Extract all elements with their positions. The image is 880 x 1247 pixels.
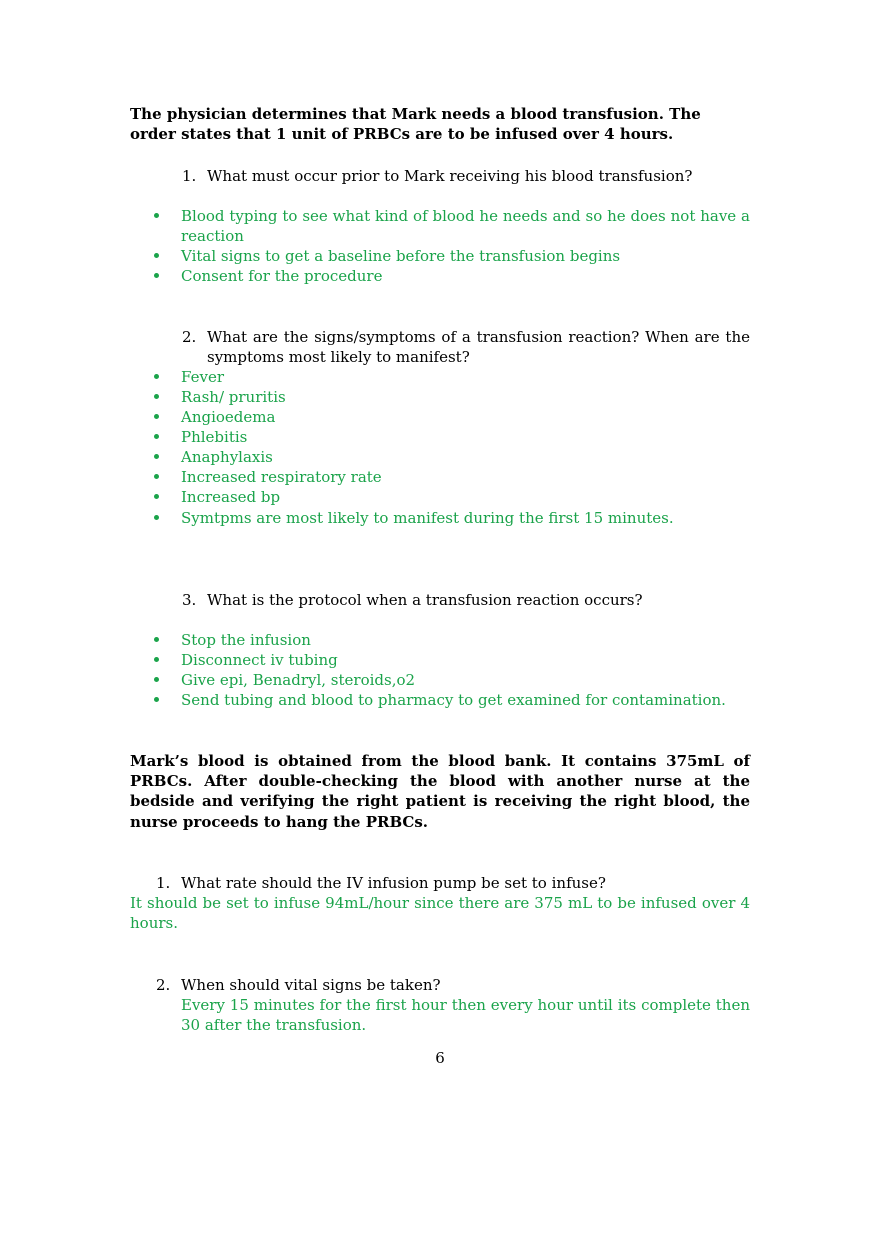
bullet-icon	[154, 273, 159, 278]
bullet-icon	[154, 697, 159, 702]
bullet-icon	[154, 637, 159, 642]
answer-4-text: It should be set to infuse 94mL/hour since there are 375 mL to be infused over 4 hours.	[130, 894, 750, 933]
document-page: The physician determines that Mark needs a blood transfusion. The order states that 1 unit of PRBCs are to be infused over 4 hours. 1. What must occur prior to Mark receiving his blood transfusion? Blood typing to see what kind of blood he needs and so he does not have a reaction Vital signs to get a baseline before the transfusion begins Consent for the procedure 2. What are the signs/symptoms of a transfusion reaction? When are the symptoms most likely to manifest? Fever Rash/ pruritis Angioedema Phlebitis Anaphylaxis Increased respiratory rate Increased bp Symtpms are most likely to manifest during the first 15 minutes. 3. What is the protocol when a transfusion reaction occurs? Stop the infusion Disconnect iv tubing Give epi, Benadryl, steroids,o2 Send tubing and blood to pharmacy to get examined for contamination. Mark’s blood is obtained from the blood bank. It contains 375mL of PRBCs. After double-checking the blood with another nurse at the bedside and verifying the right patient is receiving the right blood, the nurse proceeds to hang the PRBCs. 1. What rate should the IV infusion pump be set to infuse? It should be set to infuse 94mL/hour since there are 375 mL to be infused over 4 hours. 2. When should vital signs be taken? Every 15 minutes for the first hour then every hour until its complete then 30 after the transfusion. 6	[130, 105, 750, 1067]
bullet-icon	[154, 494, 159, 499]
question-3-number: 3.	[182, 591, 197, 609]
bullet-icon	[154, 374, 159, 379]
question-4-text: What rate should the IV infusion pump be set to infuse?	[181, 874, 606, 892]
question-2-number: 2.	[182, 328, 197, 346]
bullet-icon	[154, 414, 159, 419]
bullet-icon	[154, 515, 159, 520]
question-3-text: What is the protocol when a transfusion reaction occurs?	[207, 591, 643, 609]
question-5-number: 2.	[156, 976, 171, 994]
intro-paragraph-1: The physician determines that Mark needs a blood transfusion. The order states that 1 unit of PRBCs are to be infused over 4 hours.	[130, 105, 701, 144]
answer-5-text: Every 15 minutes for the first hour then every hour until its complete then 30 after the transfusion.	[181, 996, 750, 1035]
question-1-number: 1.	[182, 167, 197, 185]
bullet-icon	[154, 394, 159, 399]
question-5-text: When should vital signs be taken?	[181, 976, 441, 994]
bullet-icon	[154, 677, 159, 682]
bullet-icon	[154, 657, 159, 662]
bullet-icon	[154, 434, 159, 439]
intro-paragraph-2: Mark’s blood is obtained from the blood bank. It contains 375mL of PRBCs. After double-checking the blood with another nurse at the bedside and verifying the right patient is receiving the right blood, the nurse proceeds to hang the PRBCs.	[130, 752, 750, 831]
bullet-icon	[154, 253, 159, 258]
question-2-text: What are the signs/symptoms of a transfusion reaction? When are the symptoms most likely to manifest?	[207, 328, 750, 367]
page-number: 6	[435, 1049, 445, 1067]
bullet-icon	[154, 474, 159, 479]
question-1-text: What must occur prior to Mark receiving his blood transfusion?	[207, 167, 693, 185]
question-4-number: 1.	[156, 874, 171, 892]
bullet-icon	[154, 213, 159, 218]
bullet-icon	[154, 454, 159, 459]
